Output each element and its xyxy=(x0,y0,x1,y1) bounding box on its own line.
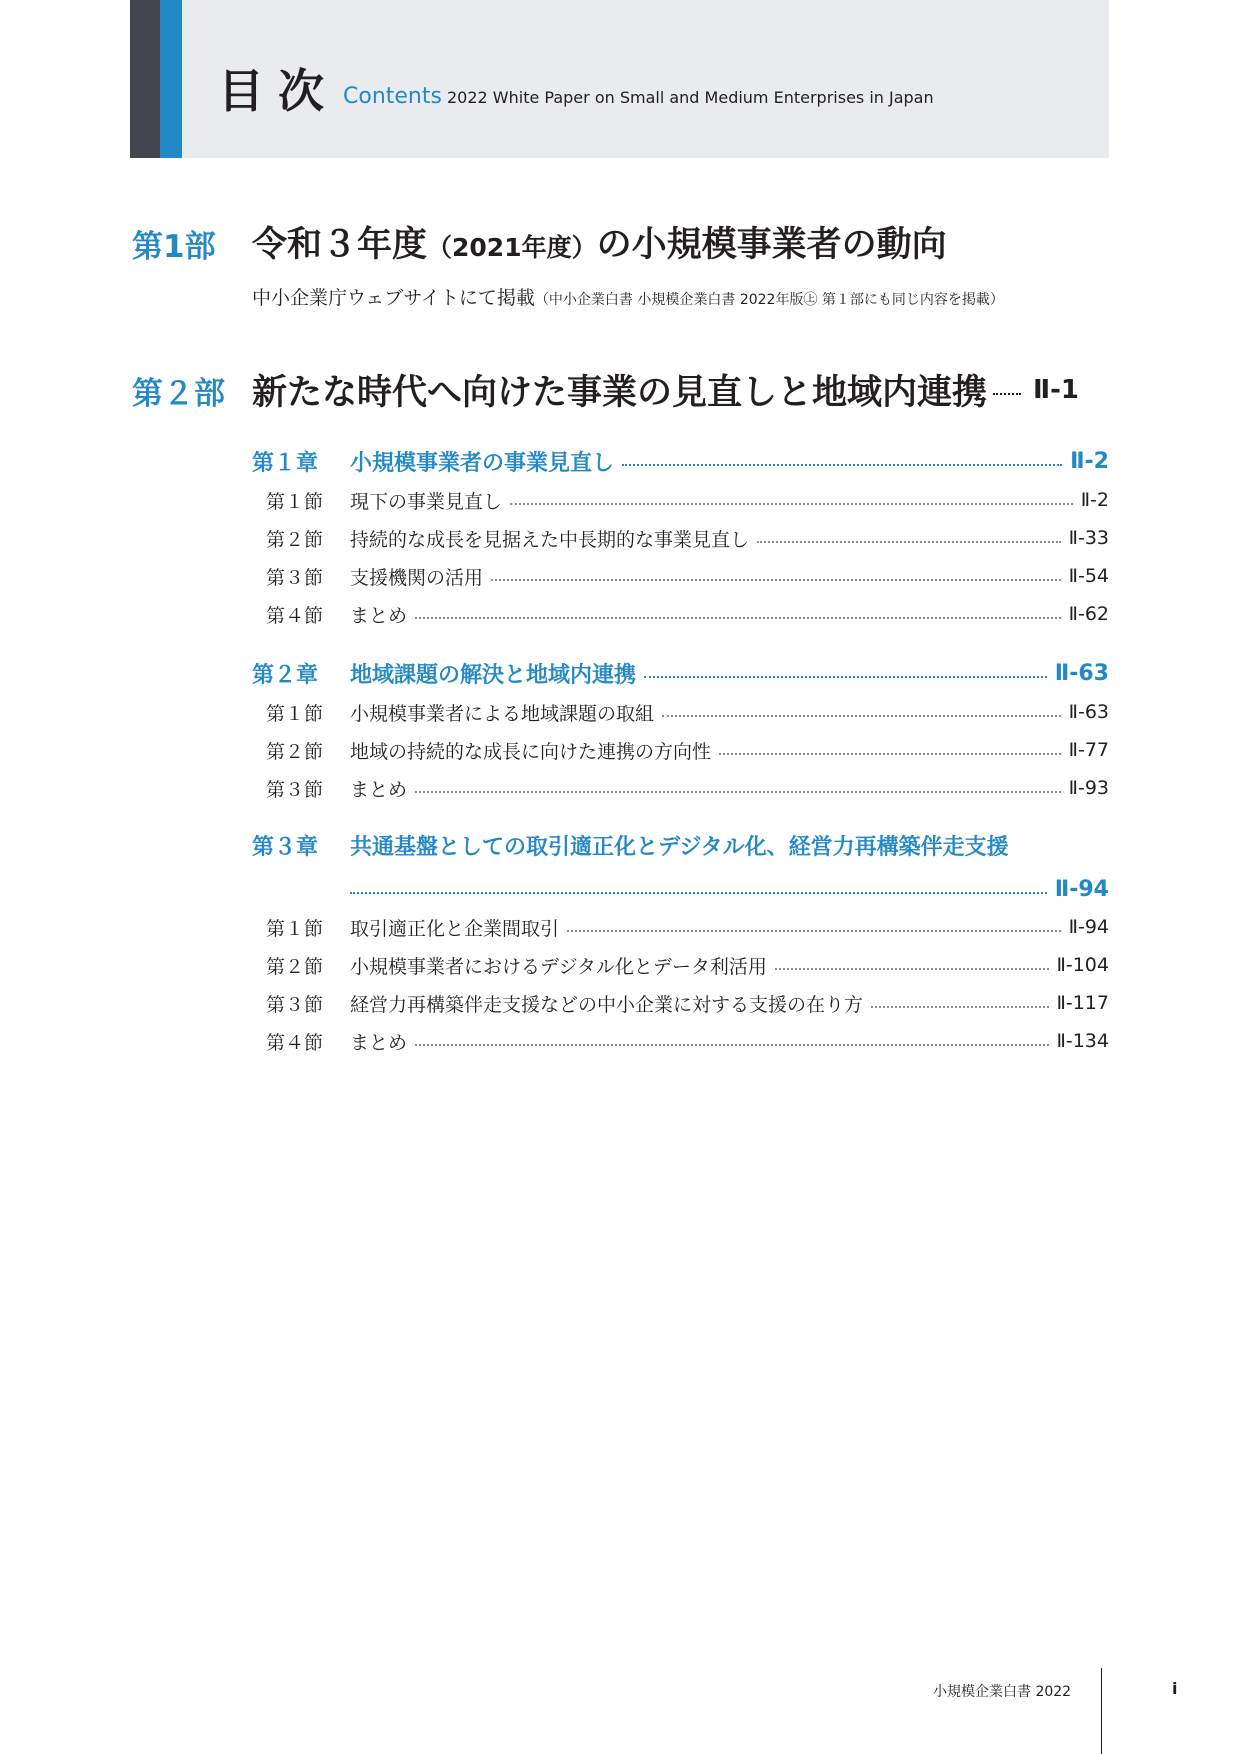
section-page: Ⅱ-104 xyxy=(1056,954,1109,976)
leader-dots xyxy=(757,541,1061,543)
leader-dots xyxy=(644,676,1047,678)
section-title: 経営力再構築伴走支援などの中小企業に対する支援の在り方 xyxy=(350,993,864,1016)
section-label: 第３節 xyxy=(266,778,324,801)
chapter-1-entry[interactable] xyxy=(252,446,1109,476)
section-title: 地域の持続的な成長に向けた連携の方向性 xyxy=(350,740,712,763)
page-title: 目次 xyxy=(218,64,338,118)
leader-dots xyxy=(567,930,1061,932)
leader-dots xyxy=(415,791,1061,793)
section-title: 現下の事業見直し xyxy=(350,490,503,513)
section-page: Ⅱ-33 xyxy=(1068,527,1109,549)
section-label: 第２節 xyxy=(266,528,324,551)
section-page: Ⅱ-94 xyxy=(1068,916,1109,938)
part1-title-a: 令和３年度 xyxy=(252,225,428,265)
part1-note-small: （中小企業白書 小規模企業白書 2022年版㊤ 第１部にも同じ内容を掲載） xyxy=(534,292,1004,308)
footer-book-title: 小規模企業白書 2022 xyxy=(933,1684,1072,1700)
chapter-3-entry[interactable] xyxy=(252,830,1009,861)
section-entry[interactable] xyxy=(252,485,1109,515)
section-label: 第１節 xyxy=(266,917,324,940)
part1-title-b: の小規模事業者の動向 xyxy=(596,225,947,265)
section-title: 取引適正化と企業間取引 xyxy=(350,917,560,940)
section-entry[interactable] xyxy=(252,1026,1109,1056)
leader-dots xyxy=(415,617,1061,619)
part1-label: 第1部 xyxy=(132,229,216,265)
part1-title-paren: （2021年度） xyxy=(427,233,597,262)
part2-title: 新たな時代へ向けた事業の見直しと地域内連携 xyxy=(252,373,988,413)
section-entry[interactable] xyxy=(252,735,1109,765)
section-page: Ⅱ-77 xyxy=(1068,739,1109,761)
leader-dots xyxy=(719,753,1061,755)
section-label: 第３節 xyxy=(266,566,324,589)
section-entry[interactable] xyxy=(252,599,1109,629)
section-entry[interactable] xyxy=(252,773,1109,803)
section-page: Ⅱ-2 xyxy=(1080,489,1109,511)
section-entry[interactable] xyxy=(252,912,1109,942)
header-dark-bar xyxy=(130,0,160,158)
section-label: 第４節 xyxy=(266,604,324,627)
footer-divider xyxy=(1101,1668,1102,1754)
chapter-label: 第３章 xyxy=(252,835,319,860)
chapter-label: 第１章 xyxy=(252,450,319,476)
chapter-3-page-line xyxy=(350,874,1109,904)
section-title: まとめ xyxy=(350,604,408,627)
section-label: 第１節 xyxy=(266,702,324,725)
section-label: 第２節 xyxy=(266,955,324,978)
section-entry[interactable] xyxy=(252,950,1109,980)
contents-label: Contents xyxy=(343,84,442,109)
chapter-2-entry[interactable] xyxy=(252,658,1109,688)
section-title: 支援機関の活用 xyxy=(350,566,484,589)
section-title: まとめ xyxy=(350,1031,408,1054)
footer-page-number: i xyxy=(1172,1679,1178,1698)
leader-dots xyxy=(775,968,1049,970)
chapter-page: Ⅱ-94 xyxy=(1054,876,1109,902)
leader-dots xyxy=(350,892,1047,894)
section-label: 第２節 xyxy=(266,740,324,763)
header-band xyxy=(130,0,1109,158)
section-title: まとめ xyxy=(350,778,408,801)
header-subtitle: 2022 White Paper on Small and Medium Enterprises in Japan xyxy=(447,88,934,107)
part2-label: 第２部 xyxy=(132,375,225,412)
chapter-page: Ⅱ-63 xyxy=(1054,660,1109,686)
chapter-title: 地域課題の解決と地域内連携 xyxy=(350,662,637,688)
part2-page: Ⅱ-1 xyxy=(1033,375,1080,405)
part1-note-main: 中小企業庁ウェブサイトにて掲載 xyxy=(252,287,535,309)
section-label: 第４節 xyxy=(266,1031,324,1054)
section-entry[interactable] xyxy=(252,988,1109,1018)
section-entry[interactable] xyxy=(252,561,1109,591)
section-title: 小規模事業者におけるデジタル化とデータ利活用 xyxy=(350,955,767,978)
part2-entry[interactable] xyxy=(132,368,1109,412)
section-page: Ⅱ-54 xyxy=(1068,565,1109,587)
section-page: Ⅱ-63 xyxy=(1068,701,1109,723)
section-page: Ⅱ-117 xyxy=(1056,992,1109,1014)
leader-dots xyxy=(415,1044,1049,1046)
leader-dots xyxy=(662,715,1061,717)
leader-dots xyxy=(491,579,1061,581)
section-page: Ⅱ-62 xyxy=(1068,603,1109,625)
section-entry[interactable] xyxy=(252,697,1109,727)
section-label: 第３節 xyxy=(266,993,324,1016)
section-entry[interactable] xyxy=(252,523,1109,553)
leader-dots xyxy=(510,503,1073,505)
leader-dots xyxy=(622,464,1062,466)
chapter-label: 第２章 xyxy=(252,662,319,688)
section-label: 第１節 xyxy=(266,490,324,513)
leader-dots xyxy=(993,393,1021,395)
chapter-page: Ⅱ-2 xyxy=(1070,448,1109,474)
section-page: Ⅱ-134 xyxy=(1056,1030,1109,1052)
chapter-title: 共通基盤としての取引適正化とデジタル化、経営力再構築伴走支援 xyxy=(350,835,1009,860)
part1-note xyxy=(252,289,1004,308)
section-title: 持続的な成長を見据えた中長期的な事業見直し xyxy=(350,528,750,551)
part1-title[interactable] xyxy=(252,225,947,265)
section-title: 小規模事業者による地域課題の取組 xyxy=(350,702,655,725)
chapter-title: 小規模事業者の事業見直し xyxy=(350,450,615,476)
leader-dots xyxy=(871,1006,1049,1008)
section-page: Ⅱ-93 xyxy=(1068,777,1109,799)
header-blue-bar xyxy=(160,0,182,158)
